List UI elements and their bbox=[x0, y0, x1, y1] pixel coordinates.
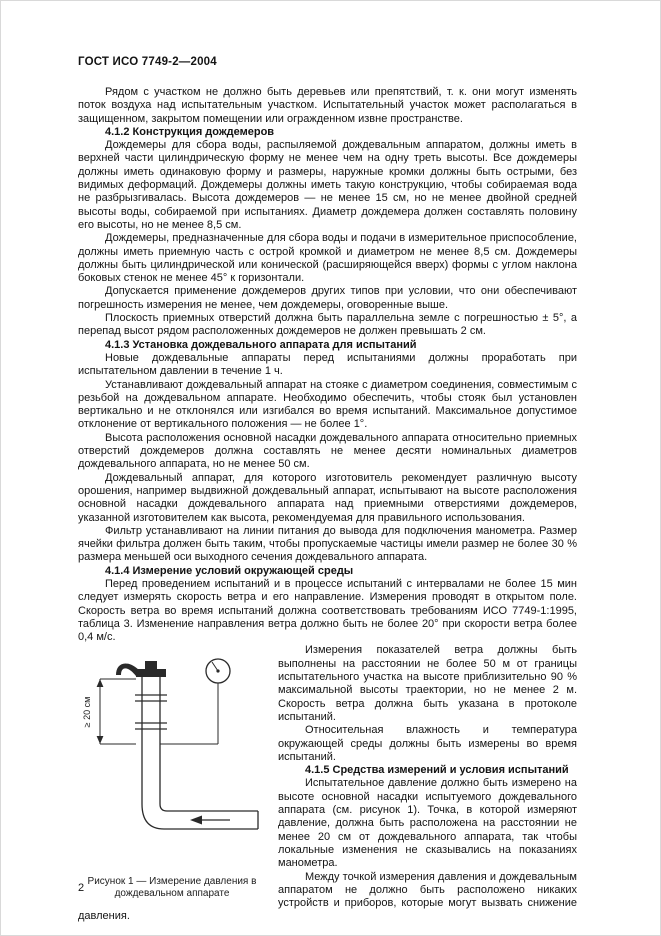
paragraph-intro: Рядом с участком не должно быть деревьев или препятствий, т. к. они могут изменять поток воздуха над испытательным участком. Испытательный участок может располагаться в защищенном, закрытом помещении или огражденном извне пространстве. bbox=[78, 86, 577, 125]
paragraph-4-1-2-3: Допускается применение дождемеров других типов при условии, что они обеспечивают погрешность измерения не менее, чем дождемеры, оговоренные выше. bbox=[78, 285, 577, 311]
document-body bbox=[78, 86, 577, 924]
paragraph-4-1-2-1: Дождемеры для сбора воды, распыляемой дождевальным аппаратом, должны иметь в верхней части цилиндрическую форму не менее чем на одну треть высоты. Все дождемеры должны иметь одинаковую форму и размеры, наружные кромки должны быть острыми, без видимых деформаций. Дождемеры должны иметь такую конструкцию, чтобы собираемая вода не разбрызгивалась. Высота дождемеров — не менее 15 см, но не менее двойной средней высоты воды, собираемой при испытаниях. Диаметр дождемера должен составлять половину его высоты, но не менее 8,5 см. bbox=[78, 139, 577, 231]
paragraph-4-1-5-1: Испытательное давление должно быть измерено на высоте основной насадки испытуемого дождевального аппарата (см. рисунок 1). Точка, в которой измеряют давление, должна быть расположена на расстоянии не менее 20 см от дождевального аппарата, так чтобы локальные изменения не сказывались на показаниях манометра. bbox=[278, 777, 577, 870]
dimension-label: ≥ 20 см bbox=[82, 697, 92, 728]
pressure-gauge-icon bbox=[160, 659, 230, 744]
riser-pipe bbox=[135, 677, 167, 804]
paragraph-4-1-3-2: Устанавливают дождевальный аппарат на стояке с диаметром соединения, совместимым с резьбой на дождевальном аппарате. Необходимо обеспечить, чтобы стояк был установлен вертикально и не отклонялся или изгибался во время испытаний. Максимальное допустимое отклонение от вертикального положения — не более 1°. bbox=[78, 378, 577, 431]
paragraph-4-1-5-2: Между точкой измерения давления и дождевальным аппаратом не должно быть расположено никаких устройств и приборов, которые могут вызвать снижение давления. bbox=[78, 870, 577, 923]
paragraph-4-1-3-3: Высота расположения основной насадки дождевального аппарата относительно приемных отверстий дождемеров должна составлять не менее десяти номинальных диаметров дождевального аппарата, но не менее 50 см. bbox=[78, 431, 577, 471]
paragraph-4-1-3-1: Новые дождевальные аппараты перед испытаниями должны проработать при испытательном давлении в течение 1 ч. bbox=[78, 351, 577, 378]
paragraph-4-1-2-2: Дождемеры, предназначенные для сбора воды и подачи в измерительное приспособление, должны иметь приемную часть с острой кромкой и диаметром не менее 8,5 см. Дождемеры должны быть цилиндрической или конической (расширяющейся вверх) формы с углом наклона боковых стенок не менее 45° к горизонтали. bbox=[78, 232, 577, 285]
figure-1-caption: Рисунок 1 — Измерение давления в дождевальном аппарате bbox=[87, 876, 257, 900]
section-heading-4-1-4: 4.1.4 Измерение условий окружающей среды bbox=[105, 564, 354, 577]
document-title: ГОСТ ИСО 7749-2—2004 bbox=[78, 56, 217, 68]
section-heading-4-1-3: 4.1.3 Установка дождевального аппарата для испытаний bbox=[105, 338, 417, 351]
flow-arrow bbox=[190, 816, 230, 825]
sprinkler-icon bbox=[116, 661, 166, 677]
paragraph-4-1-3-5: Фильтр устанавливают на линии питания до вывода для подключения манометра. Размер ячейки фильтра должен быть таким, чтобы пропускаемые частицы имели размер не более 30 % размера меньшей оси выходного сечения дождевального аппарата. bbox=[78, 524, 577, 564]
paragraph-4-1-3-4: Дождевальный аппарат, для которого изготовитель рекомендует различную высоту орошения, например выдвижной дождевальный аппарат, испытывают на высоте расположения основной насадки дождевального аппарата над приемными отверстиями дождемеров, указанной изготовителем как высота, рекомендуемая для правильного использования. bbox=[78, 471, 577, 524]
page-number: 2 bbox=[78, 882, 85, 894]
paragraph-4-1-4-2: Измерения показателей ветра должны быть выполнены на расстоянии не более 50 м от границы испытательного участка на высоте приблизительно 90 % максимальной высоты траектории, но не менее 2 м. Скорость ветра должна быть указана в протоколе испытаний. bbox=[278, 644, 577, 723]
figure-1-diagram bbox=[78, 649, 266, 871]
section-heading-4-1-2: 4.1.2 Конструкция дождемеров bbox=[105, 125, 275, 138]
figure-1 bbox=[78, 649, 266, 900]
paragraph-4-1-4-1: Перед проведением испытаний и в процессе испытаний с интервалами не более 15 мин следует измерять скорость ветра и его направление. Измерения проводят в открытом поле. Скорость ветра во время испытаний должна соответствовать требованиям ИСО 7749-1:1995, таблица 3. Изменение направления ветра должно быть не более 20° при скорости ветра более 0,4 м/с. bbox=[78, 577, 577, 644]
paragraph-4-1-4-3: Относительная влажность и температура окружающей среды должны быть измерены во время испытаний. bbox=[278, 724, 577, 763]
paragraph-4-1-2-4: Плоскость приемных отверстий должна быть параллельна земле с погрешностью ± 5°, а перепад высот рядом расположенных дождемеров не должен превышать 2 см. bbox=[78, 312, 577, 338]
dimension-line bbox=[82, 679, 136, 744]
section-heading-4-1-5: 4.1.5 Средства измерений и условия испытаний bbox=[305, 764, 569, 777]
